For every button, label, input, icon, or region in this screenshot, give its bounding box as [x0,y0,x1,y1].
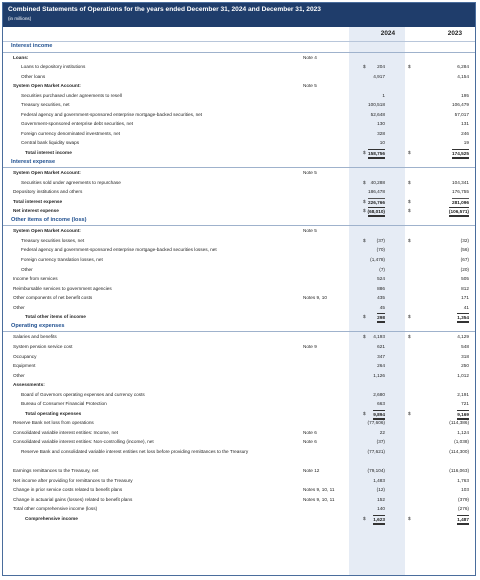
currency-symbol-2024: $ [363,410,366,416]
value-2023: (32) [460,237,469,243]
table-row [3,485,475,495]
value-2023: 4,154 [457,73,469,79]
table-row [3,284,475,294]
section-header-row [3,42,475,53]
row-label: Loans to depository institutions [21,64,86,70]
table-row [3,236,475,246]
table-row [3,466,475,476]
row-label: Total interest income [25,150,72,156]
value-2024: 22 [379,429,385,435]
value-2023: (379) [458,496,469,502]
value-2023: 195 [461,92,469,98]
value-2023: (116,063) [449,467,469,473]
value-2024: (37) [376,237,385,243]
row-label: Treasury securities losses, net [21,237,85,243]
value-2023: (56) [460,247,469,253]
value-2024: 4,917 [373,73,385,79]
currency-symbol-2023: $ [408,237,411,243]
table-row [3,409,475,419]
table-row [3,265,475,275]
section-header-row [3,158,475,169]
table-row [3,352,475,362]
row-label: Net income after providing for remittances to the Treasury [13,477,133,483]
row-label: Loans: [13,54,29,60]
table-row [3,100,475,110]
row-label: Bureau of Consumer Financial Protection [21,401,107,407]
table-row [3,380,475,390]
row-label: Other [13,304,25,310]
value-2023: 246 [461,130,469,136]
table-row [3,418,475,428]
table-row [3,129,475,139]
row-label: Total other comprehensive income (loss) [13,506,98,512]
value-2024: 1,623 [373,515,385,525]
value-2023: 19 [463,140,469,146]
value-2024: 347 [377,353,385,359]
table-row [3,390,475,400]
table-header-bar [3,3,475,27]
value-2024: 1,483 [373,477,385,483]
note-reference: Note 9 [303,343,317,349]
value-2024: 4,193 [373,334,385,340]
value-2024: (77,606) [367,420,385,426]
table-row [3,495,475,505]
table-row [3,119,475,129]
row-label: Comprehensive income [25,515,78,521]
value-2023: 721 [461,401,469,407]
row-label: Foreign currency denominated investments, net [21,130,121,136]
row-label: Other items of income (loss) [11,216,87,223]
value-2023: 250 [461,363,469,369]
value-2024: 264 [377,363,385,369]
currency-symbol-2024: $ [363,237,366,243]
value-2024: 1,126 [373,372,385,378]
row-label: Interest expense [11,158,56,165]
table-row [3,206,475,216]
column-headers [3,27,475,42]
value-2023: (114,300) [449,448,469,454]
table-row [3,342,475,352]
column-header-2023: 2023 [447,30,462,37]
note-reference: Note 5 [303,170,317,176]
table-row [3,476,475,486]
value-2024: 9,894 [373,410,385,420]
currency-symbol-2023: $ [408,314,411,320]
currency-symbol-2023: $ [408,208,411,214]
value-2023: (67) [460,257,469,263]
value-2024: 152 [377,496,385,502]
currency-symbol-2023: $ [408,64,411,70]
note-reference: Note 6 [303,429,317,435]
table-row [3,81,475,91]
value-2023: 131 [461,121,469,127]
table-row [3,255,475,265]
table-row [3,168,475,178]
table-row [3,361,475,371]
value-2023: 4,129 [457,334,469,340]
currency-symbol-2024: $ [363,208,366,214]
row-label: Assessments: [13,382,45,388]
value-2024: 435 [377,295,385,301]
row-label: Occupancy [13,353,37,359]
row-label: Reserve Bank net loss from operations [13,420,94,426]
row-label: Consolidated variable interest entities: Non-controlling (income), net [13,439,154,445]
currency-symbol-2024: $ [363,334,366,340]
value-2023: 176,755 [452,189,469,195]
row-label: System Open Market Account: [13,228,81,234]
currency-symbol-2024: $ [363,198,366,204]
value-2024: 204 [377,64,385,70]
value-2024: 158,756 [368,149,385,159]
table-row [3,371,475,381]
currency-symbol-2024: $ [363,150,366,156]
value-2023: 812 [461,285,469,291]
row-label: Salaries and benefits [13,334,57,340]
row-label: Foreign currency translation losses, net [21,257,103,263]
currency-symbol-2024: $ [363,515,366,521]
value-2024: (7) [379,266,385,272]
value-2023: 57,017 [454,111,469,117]
note-reference: Notes 9, 10 [303,295,327,301]
value-2024: 226,766 [368,199,385,205]
table-row [3,332,475,342]
value-2023: (106,571) [449,207,469,217]
value-2023: 9,169 [457,410,469,420]
value-2024: (70) [376,247,385,253]
value-2024: 621 [377,343,385,349]
value-2024: 663 [377,401,385,407]
value-2023: 318 [461,353,469,359]
note-reference: Notes 9, 10, 11 [303,487,335,493]
table-row [3,293,475,303]
value-2023: 1,354 [457,313,469,323]
row-label: Total interest expense [13,198,63,204]
value-2023: (1,038) [454,439,469,445]
row-label: Income from services [13,276,58,282]
note-reference: Note 5 [303,83,317,89]
table-row [3,437,475,447]
value-2024: (12) [376,487,385,493]
value-2024: (79,104) [367,467,385,473]
table-row [3,447,475,466]
table-row [3,274,475,284]
table-row [3,245,475,255]
value-2024: (77,621) [367,448,385,454]
value-2023: 174,525 [452,149,469,159]
value-2023: (20) [460,266,469,272]
currency-symbol-2023: $ [408,410,411,416]
table-row [3,303,475,313]
value-2023: 104,341 [452,179,469,185]
table-row [3,178,475,188]
table-row [3,53,475,63]
value-2024: 140 [377,506,385,512]
value-2024: 298 [377,313,385,323]
section-header-row [3,216,475,227]
table-row [3,514,475,524]
currency-symbol-2024: $ [363,179,366,185]
row-label: Treasury securities, net [21,102,70,108]
table-row [3,138,475,148]
note-reference: Note 4 [303,54,317,60]
currency-symbol-2023: $ [408,334,411,340]
table-row [3,187,475,197]
value-2023: 106,479 [452,102,469,108]
row-label: Federal agency and government-sponsored enterprise mortgage-backed securities, net [21,111,203,117]
row-label: Consolidated variable interest entities: Income, net [13,429,119,435]
currency-symbol-2023: $ [408,515,411,521]
currency-symbol-2023: $ [408,179,411,185]
row-label: Equipment [13,363,36,369]
table-row [3,110,475,120]
value-2024: 186,478 [368,189,385,195]
value-2023: 6,284 [457,64,469,70]
value-2024: 328 [377,130,385,136]
value-2023: 103 [461,487,469,493]
row-label: Securities purchased under agreements to resell [21,92,122,98]
note-reference: Note 12 [303,467,320,473]
table-row [3,399,475,409]
row-label: Depository institutions and others [13,189,83,195]
value-2024: 100,518 [368,102,385,108]
value-2024: (68,010) [368,207,385,217]
value-2024: (1,478) [370,257,385,263]
table-row [3,72,475,82]
row-label: Other [13,372,25,378]
row-label: Net interest expense [13,208,59,214]
value-2024: 52,648 [370,111,385,117]
table-row [3,312,475,322]
row-label: Board of Governors operating expenses and currency costs [21,391,145,397]
value-2023: 2,191 [457,391,469,397]
table-row [3,504,475,514]
value-2024: 2,680 [373,391,385,397]
row-label: Change in prior service costs related to benefit plans [13,487,123,493]
currency-symbol-2023: $ [408,150,411,156]
section-header-row [3,322,475,333]
value-2023: 548 [461,343,469,349]
table-row [3,91,475,101]
value-2023: 41 [463,304,469,310]
statement-rows [3,42,475,523]
statement-table [2,2,476,576]
row-label: Reimbursable services to government agencies [13,285,112,291]
table-row [3,148,475,158]
value-2024: 1 [382,92,385,98]
value-2024: 130 [377,121,385,127]
row-label: Government-sponsored enterprise debt securities, net [21,121,134,127]
row-label: Central bank liquidity swaps [21,140,80,146]
row-label: System Open Market Account: [13,83,81,89]
value-2024: 10 [379,140,385,146]
row-label: Other components of net benefit costs [13,295,93,301]
row-label: Total other items of income [25,314,86,320]
value-2024: 524 [377,276,385,282]
value-2023: 171 [461,295,469,301]
row-label: Other [21,266,33,272]
value-2023: 1,763 [457,477,469,483]
table-row [3,62,475,72]
value-2023: (114,386) [449,420,469,426]
row-label: Other loans [21,73,46,79]
row-label: Operating expenses [11,322,65,329]
value-2023: 281,096 [452,199,469,205]
currency-symbol-2024: $ [363,64,366,70]
value-2023: (276) [458,506,469,512]
value-2024: 886 [377,285,385,291]
column-header-2024: 2024 [380,30,395,37]
value-2023: 1,124 [457,429,469,435]
value-2023: 505 [461,276,469,282]
currency-symbol-2024: $ [363,314,366,320]
table-row [3,226,475,236]
value-2023: 1,487 [457,515,469,525]
note-reference: Note 5 [303,228,317,234]
value-2023: 1,012 [457,372,469,378]
note-reference: Notes 9, 10, 11 [303,496,335,502]
units-note: (in millions) [8,16,32,21]
row-label: Federal agency and government-sponsored enterprise mortgage-backed securities losses, net [21,247,217,253]
row-label: Reserve Bank and consolidated variable interest entities net loss before providing remittances to the Treasury [21,448,249,454]
currency-symbol-2023: $ [408,198,411,204]
value-2024: 45 [379,304,385,310]
row-label: Interest income [11,43,53,49]
table-row [3,428,475,438]
note-reference: Note 6 [303,439,317,445]
table-row [3,197,475,207]
row-label: Change in actuarial gains (losses) related to benefit plans [13,496,133,502]
value-2024: (37) [376,439,385,445]
row-label: System Open Market Account: [13,170,81,176]
row-label: Securities sold under agreements to repurchase [21,179,121,185]
statement-title: Combined Statements of Operations for the years ended December 31, 2024 and December 31, 2023 [8,6,321,13]
row-label: System pension service cost [13,343,73,349]
row-label: Total operating expenses [25,410,82,416]
value-2024: 40,288 [370,179,385,185]
row-label: Earnings remittances to the Treasury, net [13,467,99,473]
